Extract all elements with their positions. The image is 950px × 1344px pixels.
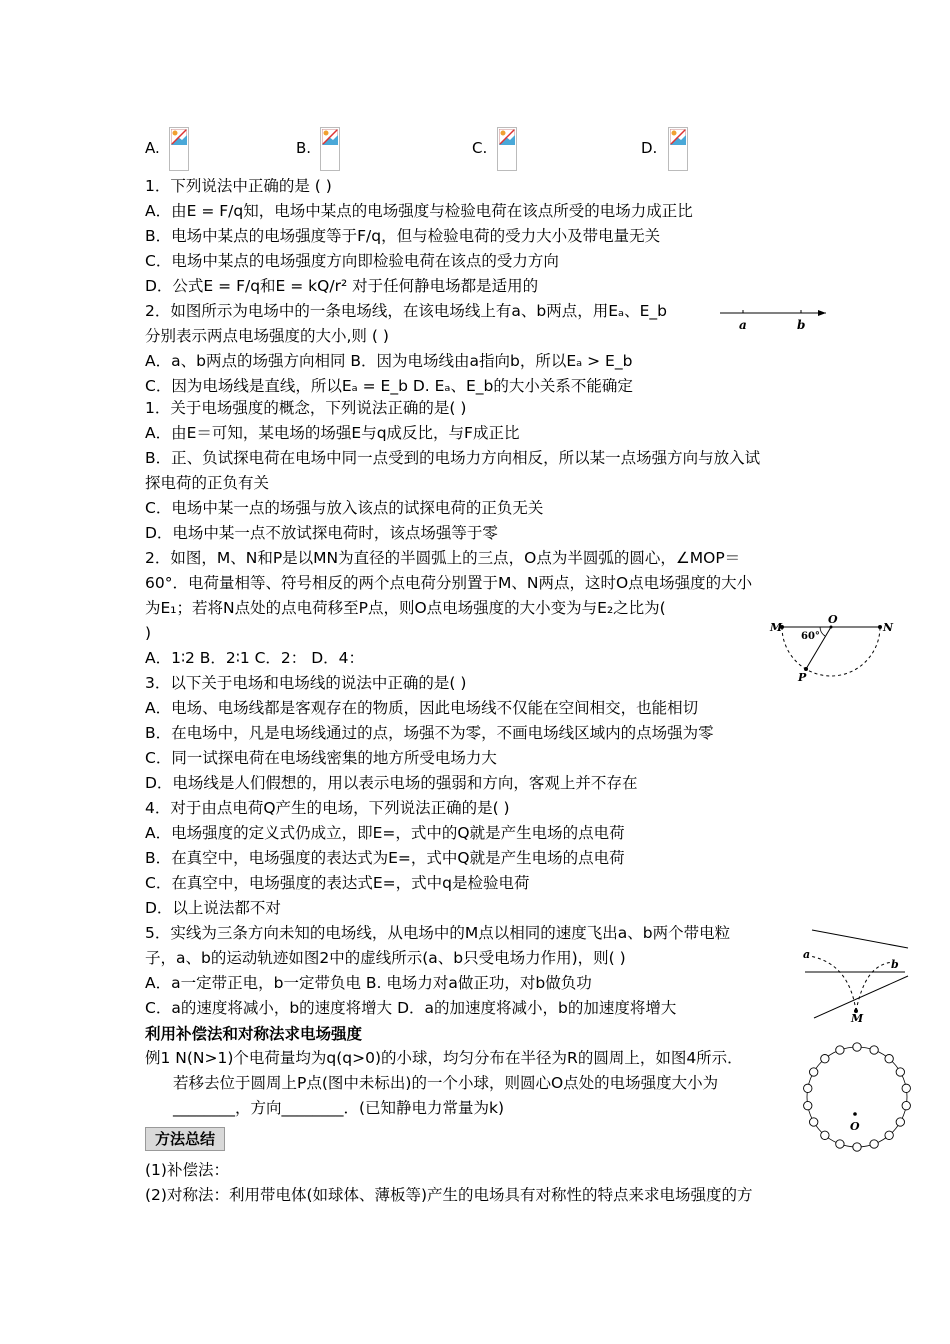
charged-ball [836,1046,844,1054]
p2-q3-stem: 3．以下关于电场和电场线的说法中正确的是( ) [145,674,467,692]
label-b: b [797,318,806,332]
charged-ball [885,1054,893,1062]
choice-a-image [169,127,189,171]
p2-q2-options: A．1∶2 B．2∶1 C．2： D．4： [145,649,365,667]
q2-stem-cont: 分别表示两点电场强度的大小,则 ( ) [145,327,389,345]
p2-q4-option-d: D．以上说法都不对 [145,899,281,917]
charged-ball [804,1084,812,1092]
method-summary-box: 方法总结 [145,1127,225,1151]
p2-q3-option-d: D．电场线是人们假想的，用以表示电场的强弱和方向，客观上并不存在 [145,774,638,792]
method-compensation: (1)补偿法： [145,1161,229,1179]
q2-options-ab: A．a、b两点的场强方向相同 B．因为电场线由a指向b，所以Eₐ > E_b [145,352,633,370]
choice-c-image [497,127,517,171]
charged-ball [902,1084,910,1092]
p2-q2-paren: ) [145,624,152,642]
trajectory-b [856,962,893,1011]
charged-ball [809,1118,817,1126]
broken-image-icon [171,129,187,145]
p2-q4-option-c: C．在真空中，电场强度的表达式E=，式中q是检验电荷 [145,874,530,892]
p2-q5-options-ab: A．a一定带正电，b一定带负电 B. 电场力对a做正功，对b做负功 [145,974,592,992]
label-a: a [803,948,811,961]
charged-ball [853,1143,861,1151]
figure-semicircle [765,612,895,684]
charged-ball [853,1043,861,1051]
choice-d-label: D. [641,139,658,157]
p2-q4-option-b: B．在真空中，电场强度的表达式为E=，式中Q就是产生电场的点电荷 [145,849,625,867]
p2-q4-stem: 4．对于由点电荷Q产生的电场，下列说法正确的是( ) [145,799,510,817]
example1-stem-cont: 若移去位于圆周上P点(图中未标出)的一个小球，则圆心O点处的电场强度大小为 [173,1074,719,1092]
choice-b-image [320,127,340,171]
label-O: O [850,1120,860,1133]
charged-ball [896,1118,904,1126]
p2-q1-option-b-cont: 探电荷的正负有关 [145,474,270,492]
choice-d-image [668,127,688,171]
charged-ball [870,1046,878,1054]
charged-ball [821,1054,829,1062]
p2-q4-option-a: A．电场强度的定义式仍成立，即E=，式中的Q就是产生电场的点电荷 [145,824,625,842]
q1-option-d: D．公式E = F/q和E = kQ/r² 对于任何静电场都是适用的 [145,277,539,295]
label-O: O [828,613,838,626]
charged-ball [821,1131,829,1139]
charged-ball [885,1131,893,1139]
p2-q2-stem-cont: 60°．电荷量相等、符号相反的两个点电荷分别置于M、N两点，这时O点电场强度的大小 [145,574,753,592]
q2-stem: 2．如图所示为电场中的一条电场线，在该电场线上有a、b两点，用Eₐ、E_b [145,302,667,320]
field-line-top [812,930,908,948]
p2-q1-option-c: C．电场中某一点的场强与放入该点的试探电荷的正负无关 [145,499,544,517]
choice-c-label: C. [472,139,488,157]
p2-q1-option-b: B．正、负试探电荷在电场中同一点受到的电场力方向相反，所以某一点场强方向与放入试 [145,449,761,467]
label-angle: 60° [801,631,820,642]
label-a: a [739,318,747,332]
label-P: P [798,671,807,684]
method-symmetry: (2)对称法：利用带电体(如球体、薄板等)产生的电场具有对称性的特点来求电场强度的方 [145,1186,753,1204]
p2-q3-option-b: B．在电场中，凡是电场线通过的点，场强不为零，不画电场线区域内的点场强为零 [145,724,714,742]
charged-ball [870,1140,878,1148]
charged-ball [902,1101,910,1109]
example1-stem: 例1 N(N>1)个电荷量均为q(q>0)的小球，均匀分布在半径为R的圆周上，如图4所示． [145,1049,743,1067]
charged-ball [836,1140,844,1148]
q1-option-c: C．电场中某点的电场强度方向即检验电荷在该点的受力方向 [145,252,559,270]
q1-option-b: B．电场中某点的电场强度等于F/q，但与检验电荷的受力大小及带电量无关 [145,227,661,245]
semicircle-arc [782,627,880,676]
label-N: N [883,621,894,634]
p2-q1-stem: 1．关于电场强度的概念，下列说法正确的是( ) [145,399,467,417]
p2-q2-stem: 2．如图，M、N和P是以MN为直径的半圆弧上的三点，O点为半圆弧的圆心，∠MOP＝ [145,549,741,567]
choice-a-label: A. [145,139,160,157]
label-M: M [770,621,783,634]
broken-image-icon [499,129,515,145]
p2-q3-option-a: A．电场、电场线都是客观存在的物质，因此电场线不仅能在空间相交，也能相切 [145,699,699,717]
broken-image-icon [670,129,686,145]
section-heading: 利用补偿法和对称法求电场强度 [145,1025,363,1043]
charged-ball [809,1068,817,1076]
q1-stem: 1．下列说法中正确的是 ( ) [145,177,332,195]
charged-ball [896,1068,904,1076]
label-b: b [891,958,899,971]
p2-q3-option-c: C．同一试探电荷在电场线密集的地方所受电场力大 [145,749,497,767]
p2-q1-option-d: D．电场中某一点不放试探电荷时，该点场强等于零 [145,524,498,542]
q2-options-cd: C．因为电场线是直线，所以Eₐ = E_b D. Eₐ、E_b的大小关系不能确定 [145,377,633,395]
q1-option-a: A．由E = F/q知，电场中某点的电场强度与检验电荷在该点所受的电场力成正比 [145,202,693,220]
p2-q1-option-a: A．由E＝可知，某电场的场强E与q成反比，与F成正比 [145,424,520,442]
choice-b-label: B. [296,139,312,157]
figure-trajectories [800,922,915,1022]
p2-q5-stem: 5．实线为三条方向未知的电场线，从电场中的M点以相同的速度飞出a、b两个带电粒 [145,924,731,942]
p2-q5-options-cd: C．a的速度将减小，b的速度将增大 D．a的加速度将减小，b的加速度将增大 [145,999,677,1017]
example1-blanks: ________，方向________．(已知静电力常量为k) [173,1099,505,1117]
charged-ball [804,1101,812,1109]
arrow-head-icon [818,310,826,316]
broken-image-icon [322,129,338,145]
p2-q5-stem-cont: 子，a、b的运动轨迹如图2中的虚线所示(a、b只受电场力作用)，则( ) [145,949,626,967]
p2-q2-stem-cont2: 为E₁；若将N点处的点电荷移至P点，则O点电场强度的大小变为与E₂之比为( [145,599,666,617]
label-M: M [851,1012,864,1022]
figure-field-line [718,305,833,335]
figure-ring-of-charges [798,1038,916,1156]
